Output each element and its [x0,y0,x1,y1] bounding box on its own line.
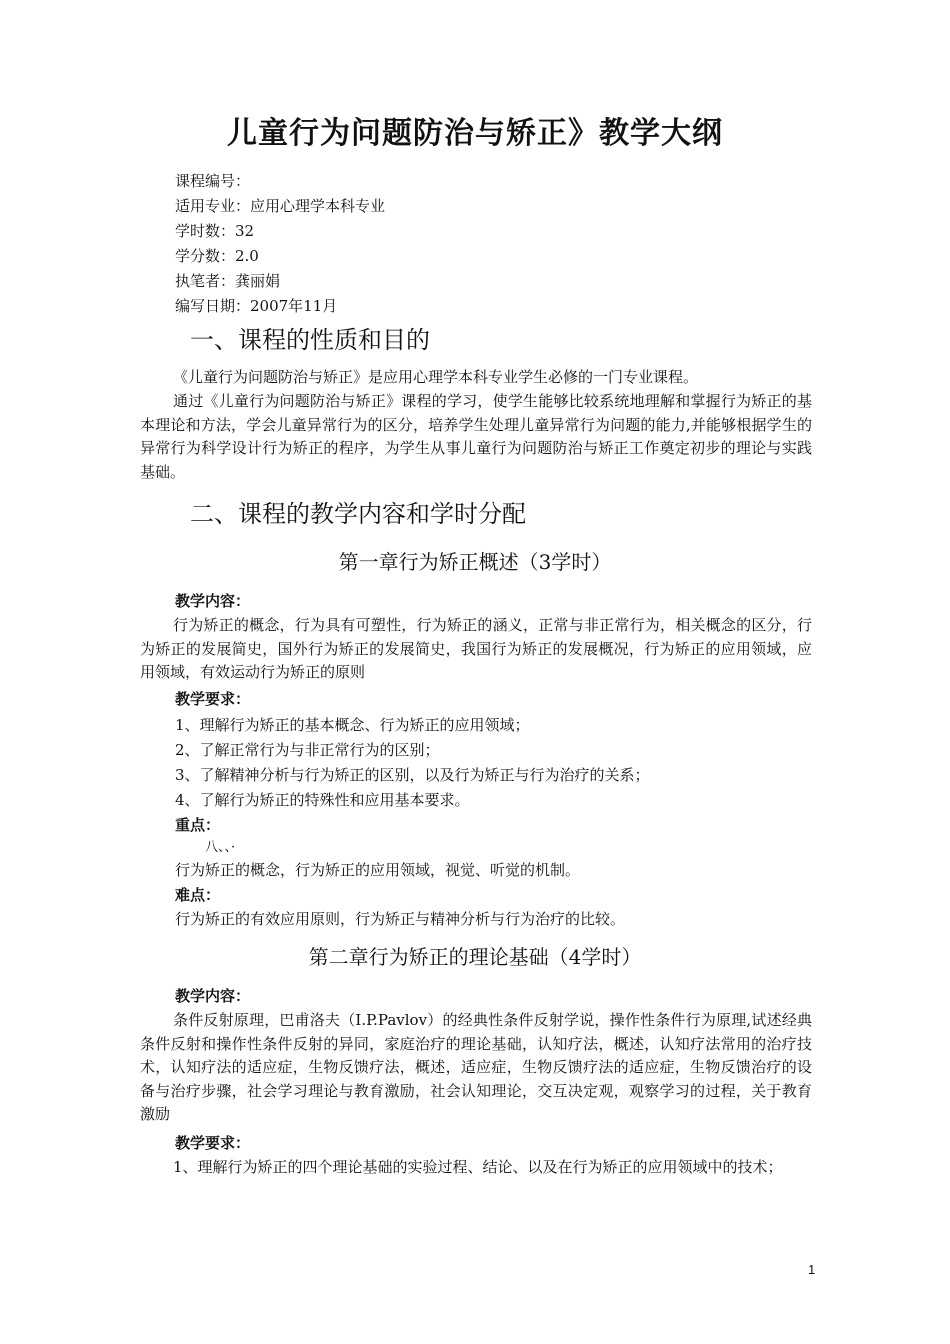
page-number: 1 [808,1262,816,1277]
chapter-1-difficulties-label: 难点： [175,886,221,904]
section-2-heading: 二、课程的教学内容和学时分配 [190,500,526,528]
chapter-2-requirements-label: 教学要求： [175,1134,251,1152]
chapter-2-content-label: 教学内容： [175,987,251,1005]
chapter-1-requirement-1: 1、理解行为矫正的基本概念、行为矫正的应用领域； [175,716,530,734]
applicable-major: 适用专业：应用心理学本科专业 [175,197,386,215]
chapter-2-requirement-1: 1、理解行为矫正的四个理论基础的实验过程、结论、以及在行为矫正的应用领域中的技术； [173,1158,783,1176]
chapter-1-requirement-2: 2、了解正常行为与非正常行为的区别； [175,741,440,759]
section-1-paragraph-1: 《儿童行为问题防治与矫正》是应用心理学本科专业学生必修的一门专业课程。 [173,368,699,386]
credits: 学分数：2.0 [175,247,259,265]
chapter-2-heading: 第二章行为矫正的理论基础（4学时） [308,945,642,969]
class-hours: 学时数：32 [175,222,255,240]
chapter-1-heading: 第一章行为矫正概述（3学时） [338,550,612,574]
chapter-1-difficulties: 行为矫正的有效应用原则，行为矫正与精神分析与行为治疗的比较。 [175,910,626,928]
compile-date: 编写日期：2007年11月 [175,297,338,315]
chapter-1-requirement-4: 4、了解行为矫正的特殊性和应用基本要求。 [175,791,470,809]
document-title: 儿童行为问题防治与矫正》教学大纲 [227,116,723,151]
course-code: 课程编号： [175,172,251,190]
chapter-2-content: 条件反射原理，巴甫洛夫（I.P.Pavlov）的经典性条件反射学说，操作性条件行为原理,试述经典条件反射和操作性条件反射的异同，家庭治疗的理论基础，认知疗法，概述，认知疗法常用的治疗技术，认知疗法的适应症，生物反馈疗法，概述，适应症，生物反馈疗法的适应症，生物反馈治疗的设备与治疗步骤，社会学习理论与教育激励，社会认知理论，交互决定观，观察学习的过程，关于教育激励 [140,1011,812,1123]
chapter-1-key-points: 行为矫正的概念，行为矫正的应用领域，视觉、听觉的机制。 [175,861,581,879]
chapter-1-content: 行为矫正的概念，行为具有可塑性，行为矫正的涵义，正常与非正常行为，相关概念的区分，行为矫正的发展简史，国外行为矫正的发展简史，我国行为矫正的发展概况，行为矫正的应用领域，应用领域，有效运动行为矫正的原则 [140,616,812,681]
chapter-1-requirements-label: 教学要求： [175,690,251,708]
author: 执笔者：龚丽娟 [175,272,281,290]
chapter-1-key-mark: 八、、· [205,840,236,855]
chapter-1-content-label: 教学内容： [175,592,251,610]
section-1-paragraph-2: 通过《儿童行为问题防治与矫正》课程的学习，使学生能够比较系统地理解和掌握行为矫正的基本理论和方法，学会儿童异常行为的区分，培养学生处理儿童异常行为问题的能力,并能够根据学生的异常行为科学设计行为矫正的程序，为学生从事儿童行为问题防治与矫正工作奠定初步的理论与实践基础。 [140,392,812,481]
chapter-1-requirement-3: 3、了解精神分析与行为矫正的区别，以及行为矫正与行为治疗的关系； [175,766,650,784]
section-1-heading: 一、课程的性质和目的 [190,326,430,354]
chapter-1-key-points-label: 重点： [175,816,221,834]
